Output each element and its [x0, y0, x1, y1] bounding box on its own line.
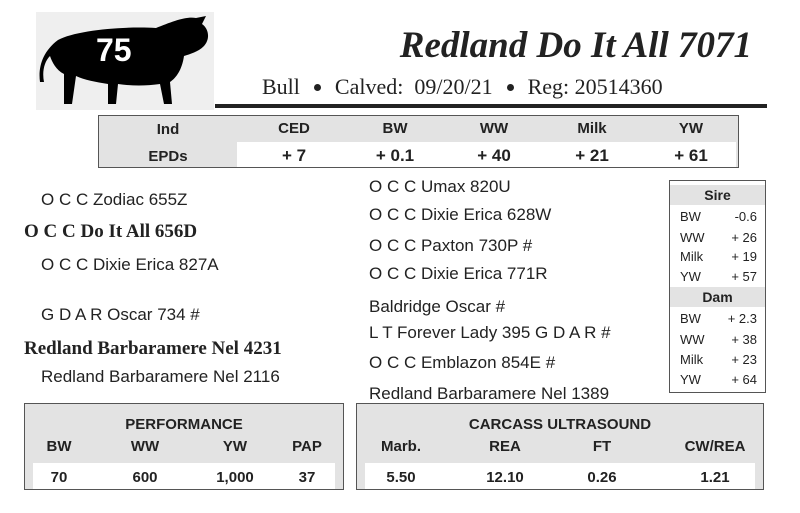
epd-head-bw: BW — [382, 120, 408, 137]
dam-epd-value: + 23 — [731, 352, 757, 367]
sire-dam-epd-box — [669, 180, 766, 393]
performance-head-bw: BW — [46, 438, 72, 455]
performance-val-yw: 1,000 — [216, 469, 254, 486]
pedigree-sire-sire: O C C Zodiac 655Z — [41, 190, 188, 209]
sire-epd-key: Milk — [680, 249, 704, 264]
sire-epd-key: BW — [680, 209, 701, 224]
sire-epd-value: + 57 — [731, 269, 757, 284]
sex-label: Bull — [262, 74, 300, 99]
performance-head-yw: YW — [222, 438, 248, 455]
performance-head-pap: PAP — [292, 438, 322, 455]
dam-epd-title: Dam — [670, 287, 765, 307]
pedigree-dsd: L T Forever Lady 395 G D A R # — [369, 323, 611, 342]
dam-epd-key: WW — [680, 332, 705, 347]
dam-epd-row — [670, 309, 765, 329]
pedigree-sss: O C C Umax 820U — [369, 177, 511, 196]
bullet-icon — [314, 84, 321, 91]
pedigree-dds: O C C Emblazon 854E # — [369, 353, 556, 372]
calved-label: Calved: — [334, 74, 404, 99]
sire-epd-row — [670, 207, 765, 227]
epd-val-yw: + 61 — [674, 146, 708, 165]
sire-epd-row — [670, 267, 765, 287]
epd-val-bw: + 0.1 — [375, 146, 415, 165]
animal-meta — [262, 74, 663, 100]
header-divider — [215, 104, 767, 108]
carcass-val-ft: 0.26 — [587, 469, 617, 486]
performance-head-ww: WW — [130, 438, 160, 455]
dam-epd-row — [670, 330, 765, 350]
lot-number: 75 — [96, 32, 132, 68]
carcass-val-rea: 12.10 — [486, 469, 524, 486]
pedigree-sire: O C C Do It All 656D — [24, 221, 198, 242]
dam-epd-row — [670, 370, 765, 390]
reg-number: 20514360 — [574, 74, 663, 99]
bullet-icon — [507, 84, 514, 91]
epd-val-ww: + 40 — [477, 146, 511, 165]
pedigree-dss: Baldridge Oscar # — [369, 297, 506, 316]
sire-epd-title: Sire — [670, 185, 765, 205]
epd-head-ww: WW — [479, 120, 509, 137]
dam-epd-value: + 2.3 — [727, 311, 757, 326]
epd-table — [98, 115, 739, 168]
epd-val-milk: + 21 — [575, 146, 609, 165]
pedigree-dam: Redland Barbaramere Nel 4231 — [24, 338, 282, 359]
carcass-head-cwrea: CW/REA — [684, 438, 746, 455]
epd-head-milk: Milk — [577, 120, 607, 137]
performance-val-pap: 37 — [298, 469, 316, 486]
performance-val-ww: 600 — [132, 469, 158, 486]
sire-epd-row — [670, 228, 765, 248]
sire-epd-value: + 19 — [731, 249, 757, 264]
epd-val-ced: + 7 — [281, 146, 307, 165]
performance-title: PERFORMANCE — [125, 416, 243, 433]
carcass-val-marb: 5.50 — [386, 469, 416, 486]
pedigree-dam-sire: G D A R Oscar 734 # — [41, 305, 200, 324]
carcass-head-ft: FT — [592, 438, 612, 455]
dam-epd-key: BW — [680, 311, 701, 326]
calved-date: 09/20/21 — [414, 74, 493, 99]
pedigree-dam-dam: Redland Barbaramere Nel 2116 — [41, 367, 280, 386]
carcass-head-rea: REA — [489, 438, 521, 455]
epd-label-epds: EPDs — [148, 148, 188, 165]
epd-head-yw: YW — [678, 120, 704, 137]
sire-epd-key: WW — [680, 230, 705, 245]
sire-epd-value: -0.6 — [734, 209, 757, 224]
epd-label-ind: Ind — [156, 121, 180, 138]
sire-epd-key: YW — [680, 269, 701, 284]
performance-panel — [24, 403, 344, 490]
pedigree-sdd: O C C Dixie Erica 771R — [369, 264, 548, 283]
carcass-panel — [356, 403, 764, 490]
carcass-title: CARCASS ULTRASOUND — [468, 416, 652, 433]
sire-epd-row — [670, 247, 765, 267]
dam-epd-row — [670, 350, 765, 370]
pedigree-ddd: Redland Barbaramere Nel 1389 — [369, 384, 610, 403]
dam-epd-key: Milk — [680, 352, 704, 367]
dam-epd-value: + 38 — [731, 332, 757, 347]
epd-head-ced: CED — [278, 120, 310, 137]
pedigree-ssd: O C C Dixie Erica 628W — [369, 205, 552, 224]
dam-epd-value: + 64 — [731, 372, 757, 387]
animal-name: Redland Do It All 7071 — [399, 25, 752, 66]
carcass-val-cwrea: 1.21 — [700, 469, 730, 486]
dam-epd-key: YW — [680, 372, 701, 387]
carcass-head-marb: Marb. — [380, 438, 421, 455]
pedigree-sds: O C C Paxton 730P # — [369, 236, 533, 255]
reg-label: Reg: — [527, 74, 570, 99]
sire-epd-value: + 26 — [731, 230, 757, 245]
performance-val-bw: 70 — [50, 469, 68, 486]
pedigree-sire-dam: O C C Dixie Erica 827A — [41, 255, 219, 274]
